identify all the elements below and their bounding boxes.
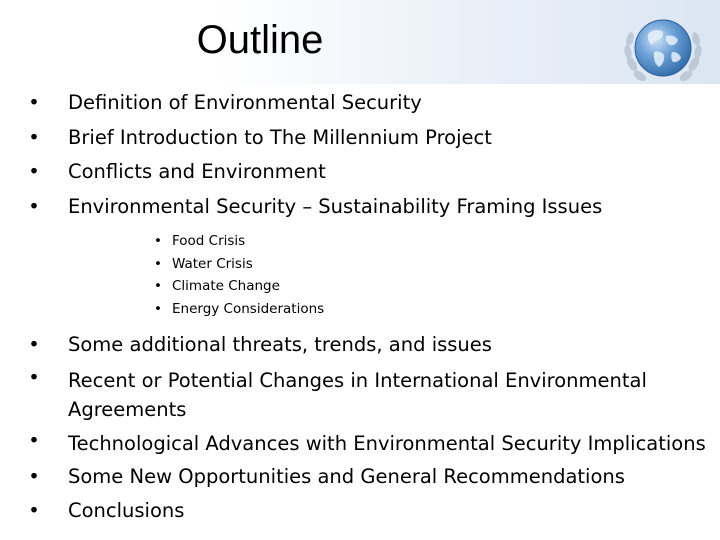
sub-bullet-dot: •	[154, 278, 162, 294]
bullet-dot: •	[28, 125, 40, 149]
bullet-text: Technological Advances with Environmental Security Implications	[68, 431, 706, 455]
bullet-list	[28, 86, 708, 529]
slide-title: Outline	[196, 18, 324, 62]
bullet-text: Environmental Security – Sustainability Framing Issues	[68, 194, 603, 218]
sub-bullet-item	[68, 298, 708, 321]
bullet-dot: •	[28, 160, 40, 183]
bullet-item	[28, 121, 708, 156]
bullet-item	[28, 494, 708, 529]
sub-bullet-item	[68, 275, 708, 298]
bullet-item	[28, 155, 708, 190]
globe-laurel-logo-icon	[618, 6, 708, 96]
sub-bullet-item	[68, 253, 708, 276]
bullet-text: Conflicts and Environment	[68, 160, 326, 183]
bullet-item	[28, 86, 708, 121]
sub-bullet-text: Energy Considerations	[172, 300, 325, 317]
bullet-dot: •	[28, 365, 40, 389]
bullet-item	[28, 190, 708, 329]
sub-bullet-text: Climate Change	[172, 278, 280, 294]
bullet-dot: •	[28, 428, 40, 452]
bullet-text: Definition of Environmental Security	[68, 91, 422, 114]
sub-bullet-list	[68, 224, 708, 328]
sub-bullet-text: Food Crisis	[172, 233, 246, 249]
sub-bullet-text: Water Crisis	[172, 255, 253, 272]
sub-bullet-dot: •	[154, 233, 162, 249]
bullet-dot: •	[28, 464, 40, 488]
bullet-text: Conclusions	[68, 499, 185, 522]
bullet-dot: •	[28, 333, 40, 356]
bullet-text: Brief Introduction to The Millennium Project	[68, 125, 492, 149]
bullet-dot: •	[28, 499, 40, 522]
bullet-item	[28, 328, 708, 363]
sub-bullet-item	[68, 230, 708, 253]
bullet-dot: •	[28, 91, 40, 114]
sub-bullet-dot: •	[154, 300, 162, 317]
bullet-item	[28, 426, 708, 460]
bullet-text: Some New Opportunities and General Recommendations	[68, 464, 625, 488]
sub-bullet-dot: •	[154, 255, 162, 272]
bullet-text: Recent or Potential Changes in International Environmental Agreements	[68, 368, 647, 421]
bullet-item	[28, 363, 708, 426]
bullet-item	[28, 460, 708, 495]
bullet-text: Some additional threats, trends, and issues	[68, 333, 492, 356]
bullet-dot: •	[28, 194, 40, 218]
